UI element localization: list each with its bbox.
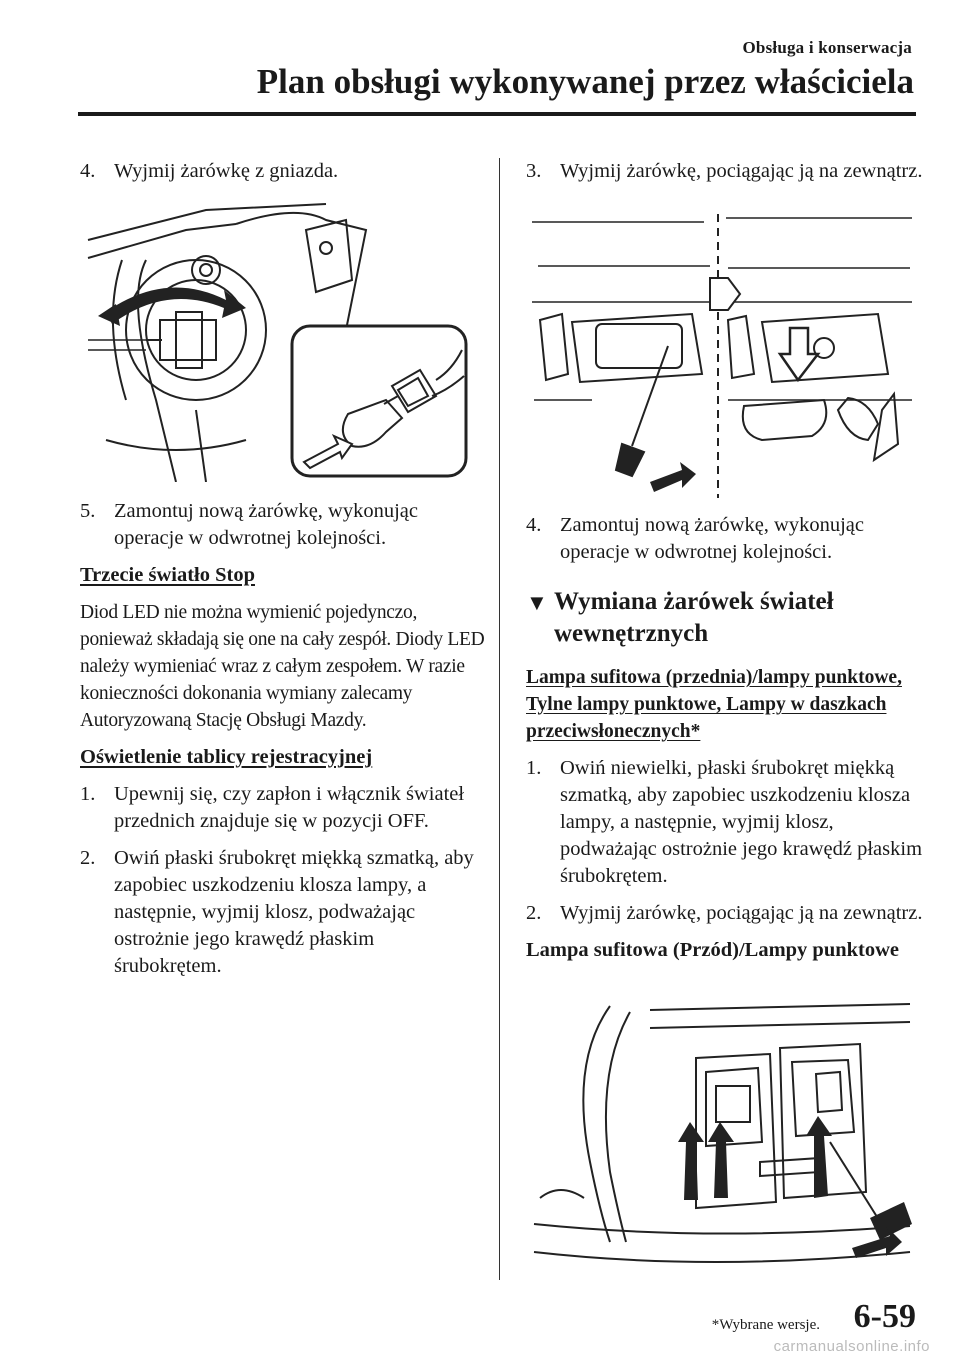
subheading-front-ceiling-lamp: Lampa sufitowa (Przód)/Lampy punktowe <box>526 939 900 961</box>
step-number: 3. <box>526 160 542 182</box>
left-column <box>80 158 485 185</box>
watermark: carmanualsonline.info <box>773 1338 930 1355</box>
section-heading-text: Wymiana żarówek świateł wewnętrznych <box>554 588 834 647</box>
step-text: Zamontuj nową żarówkę, wykonując operacje w odwrotnej kolejności. <box>114 500 418 549</box>
step-pull-bulb <box>526 158 926 185</box>
step-text: Wyjmij żarówkę, pociągając ją na zewnątrz. <box>560 160 923 182</box>
bulb-socket-illustration <box>86 200 470 482</box>
step-number: 1. <box>526 757 542 779</box>
step-number: 4. <box>80 160 96 182</box>
plate-step-1 <box>80 781 485 835</box>
step-number: 2. <box>80 847 96 869</box>
interior-step-1 <box>526 755 926 890</box>
section-heading-interior <box>526 586 926 650</box>
license-plate-lamp-illustration <box>532 214 916 498</box>
step-number: 2. <box>526 902 542 924</box>
ceiling-lamp-illustration <box>530 1002 914 1272</box>
step-install-bulb <box>80 498 485 552</box>
subheading-interior-lamps: Lampa sufitowa (przednia)/lampy punktowe, Tylne lampy punktowe, Lampy w daszkach przeciwsłonecznych* <box>526 667 902 742</box>
step-remove-bulb <box>80 158 485 185</box>
step-text: Wyjmij żarówkę, pociągając ją na zewnątrz. <box>560 902 923 924</box>
footnote: *Wybrane wersje. <box>711 1317 820 1333</box>
step-text: Zamontuj nową żarówkę, wykonując operacje w odwrotnej kolejności. <box>560 514 864 563</box>
plate-step-2 <box>80 845 485 980</box>
page-title: Plan obsługi wykonywanej przez właściciela <box>256 62 914 101</box>
section-label: Obsługa i konserwacja <box>742 38 912 57</box>
step-text: Upewnij się, czy zapłon i włącznik świateł przednich znajduje się w pozycji OFF. <box>114 783 465 832</box>
header-rule <box>78 112 916 116</box>
step-number: 5. <box>80 500 96 522</box>
step-number: 4. <box>526 514 542 536</box>
triangle-down-icon: ▼ <box>526 590 548 615</box>
right-column <box>526 158 926 185</box>
step-text: Owiń niewielki, płaski śrubokręt miękką szmatką, aby zapobiec uszkodzeniu klosza lampy, a następnie, wyjmij klosz, podważając ostrożnie jego krawędź płaskim śrubokrętem. <box>560 757 923 887</box>
page-number: 6-59 <box>853 1298 916 1335</box>
interior-step-2 <box>526 900 926 927</box>
stop-light-paragraph: Diod LED nie można wymienić pojedynczo, ponieważ składają się one na cały zespół. Diody LED należy wymieniać wraz z całym zespołem. W razie konieczności dokonania wymiany zalecamy Autoryzowaną Stację Obsługi Mazdy. <box>80 602 485 731</box>
step-install-new-bulb <box>526 512 926 566</box>
column-divider <box>499 158 500 1280</box>
step-text: Owiń płaski śrubokręt miękką szmatką, aby zapobiec uszkodzeniu klosza lampy, a następnie, wyjmij klosz, podważając ostrożnie jego krawędź płaskim śrubokrętem. <box>114 847 474 977</box>
subheading-third-stop-light: Trzecie światło Stop <box>80 564 255 586</box>
subheading-plate-light: Oświetlenie tablicy rejestracyjnej <box>80 746 373 768</box>
left-column-lower <box>80 498 485 980</box>
step-text: Wyjmij żarówkę z gniazda. <box>114 160 339 182</box>
step-number: 1. <box>80 783 96 805</box>
right-column-lower <box>526 512 926 964</box>
